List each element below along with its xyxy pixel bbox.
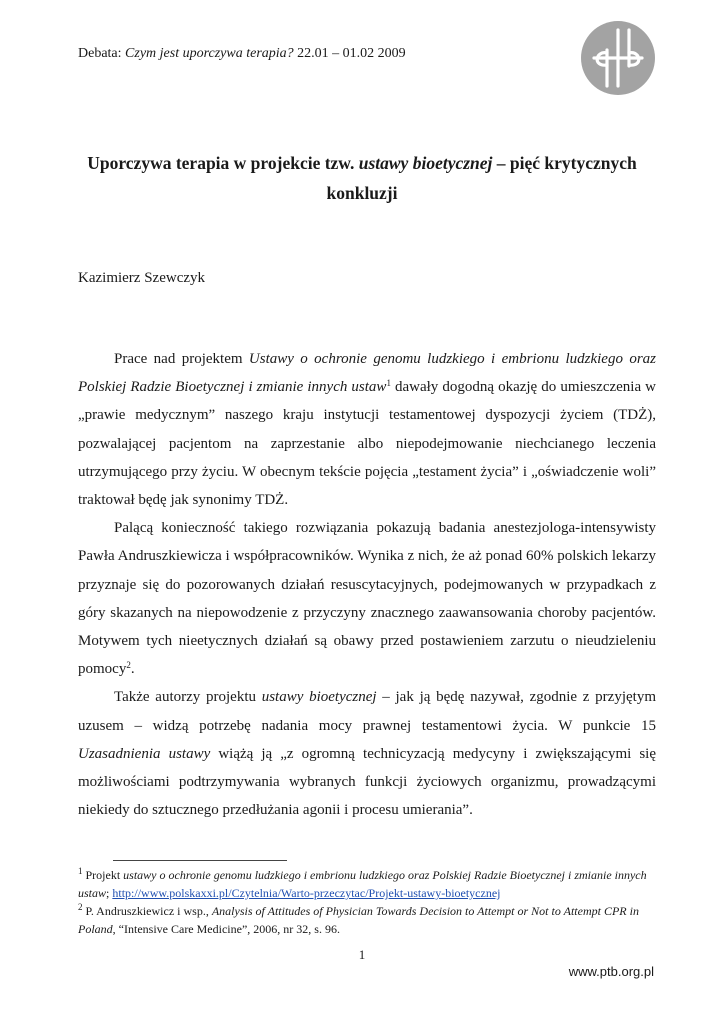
header-line	[78, 46, 406, 62]
ptb-logo	[580, 20, 656, 96]
fn1-text-c: ;	[106, 886, 113, 900]
footnote-1	[78, 866, 658, 902]
website-url: www.ptb.org.pl	[568, 964, 654, 979]
header-dates: 22.01 – 01.02 2009	[293, 46, 406, 61]
footnote-ref-2: 2	[126, 660, 131, 671]
document-title	[80, 148, 644, 208]
footnotes	[78, 866, 658, 938]
footnote-ref-1: 1	[386, 378, 391, 389]
p2-text-b: .	[130, 661, 135, 678]
page-number: 1	[358, 947, 366, 962]
footnote-1-link[interactable]: http://www.polskaxxi.pl/Czytelnia/Warto-przeczytac/Projekt-ustawy-bioetycznej	[112, 886, 501, 900]
header-event-title: Czym jest uporczywa terapia?	[125, 46, 294, 61]
p1-text-c: dawały dogodną okazję do umieszczenia w „prawie medycznym” naszego kraju instytucji testamentowej dyspozycji życiem (TDŻ), pozwalającej pacjentom na zaprzestanie albo niepodejmowanie niechcianego leczenia utrzymującego przy życiu. W obecnym tekście pojęcia „testament życia” i „oświadczenie woli” traktował będę jak synonimy TDŻ.	[78, 379, 656, 509]
fn1-text-a: Projekt	[82, 868, 124, 882]
p3-italic-d: Uzasadnienia ustawy	[78, 745, 211, 762]
fn2-italic: Analysis of Attitudes of Physician Towards Decision to Attempt or Not to Attempt CPR in Poland	[78, 904, 639, 936]
paragraph-1	[78, 345, 656, 514]
title-italic: ustawy bioetycznej	[358, 153, 493, 173]
footnote-2	[78, 902, 658, 938]
fn2-text-c: , “Intensive Care Medicine”, 2006, nr 32, s. 96.	[112, 922, 340, 936]
fn2-text-a: P. Andruszkiewicz i wsp.,	[82, 904, 212, 918]
p1-text-a: Prace nad projektem	[114, 351, 249, 367]
ptb-logo-icon	[580, 20, 656, 96]
footnote-separator	[113, 860, 287, 861]
article-body	[78, 345, 656, 824]
p3-italic-b: ustawy bioetycznej	[261, 689, 377, 706]
paragraph-2	[78, 514, 656, 683]
header-prefix: Debata:	[78, 46, 126, 61]
title-part2: – pięć krytycznych konkluzji	[326, 153, 637, 203]
logo-text	[656, 20, 657, 21]
author-name: Kazimierz Szewczyk	[78, 270, 206, 286]
footnote-1-number: 1	[78, 866, 83, 876]
p3-text-a: Także autorzy projektu	[114, 689, 262, 706]
p1-law-title: Ustawy o ochronie genomu ludzkiego i embrionu ludzkiego oraz Polskiej Radzie Bioetycznej i zmianie innych ustaw	[78, 351, 657, 396]
paragraph-3	[78, 683, 656, 824]
footnote-2-number: 2	[78, 902, 83, 912]
title-part1: Uporczywa terapia w projekcie tzw.	[87, 153, 359, 173]
p3-text-e: wiążą ją „z ogromną technicyzacją medycyny i zwiększającymi się możliwościami podtrzymywania wybranych funkcji życiowych organizmu, prowadzącymi niekiedy do sztucznego przedłużania agonii i procesu umierania”.	[78, 745, 657, 819]
p3-text-c: – jak ją będę nazywał, zgodnie z przyjętym uzusem – widzą potrzebę nadania mocy prawnej testamentowi życia. W punkcie 15	[78, 689, 656, 734]
p2-text-a: Palącą konieczność takiego rozwiązania pokazują badania anestezjologa-intensywisty Pawła Andruszkiewicza i współpracowników. Wynika z nich, że aż ponad 60% polskich lekarzy przyznaje się do pozorowanych działań resuscytacyjnych, podejmowanych w przypadkach z góry skazanych na niepowodzenie z przyczyny znacznego zaawansowania choroby pacjentów. Motywem tych nieetycznych działań są obawy przed postawieniem zarzutu o nieudzieleniu pomocy	[78, 520, 656, 678]
fn1-italic: ustawy o ochronie genomu ludzkiego i embrionu ludzkiego oraz Polskiej Radzie Bioetycznej i zmianie innych ustaw	[78, 868, 647, 900]
